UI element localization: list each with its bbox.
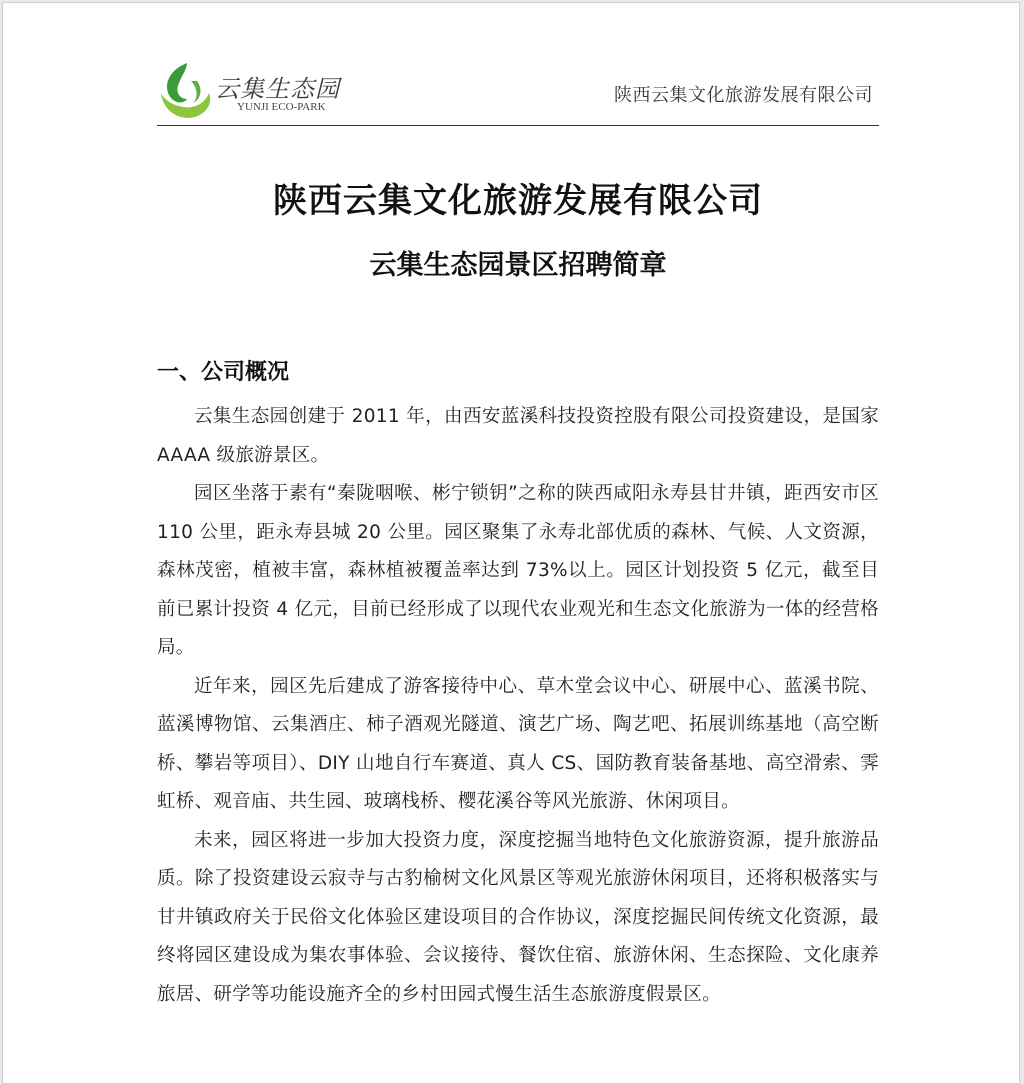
section-heading: 一、公司概况: [157, 360, 290, 385]
leaf-logo-icon: [157, 59, 213, 121]
logo-chinese-text: 云集生态园: [215, 75, 340, 103]
document-page: [2, 2, 1020, 1084]
paragraph: 云集生态园创建于 2011 年，由西安蓝溪科技投资控股有限公司投资建设，是国家 AAAA 级旅游景区。: [157, 406, 879, 466]
page-header: [157, 55, 879, 126]
logo-english-text: YUNJI ECO-PARK: [237, 101, 326, 113]
logo: [157, 59, 357, 121]
paragraph: 未来，园区将进一步加大投资力度，深度挖掘当地特色文化旅游资源，提升旅游品质。除了投资建设云寂寺与古豹榆树文化风景区等观光旅游休闲项目，还将积极落实与甘井镇政府关于民俗文化体验区建设项目的合作协议，深度挖掘民间传统文化资源，最终将园区建设成为集农事体验、会议接待、餐饮住宿、旅游休闲、生态探险、文化康养旅居、研学等功能设施齐全的乡村田园式慢生活生态旅游度假景区。: [157, 829, 879, 1005]
document-title: 陕西云集文化旅游发展有限公司: [273, 181, 763, 221]
paragraph: 近年来，园区先后建成了游客接待中心、草木堂会议中心、研展中心、蓝溪书院、蓝溪博物馆、云集酒庄、柿子酒观光隧道、演艺广场、陶艺吧、拓展训练基地（高空断桥、攀岩等项目）、DIY 山地自行车赛道、真人 CS、国防教育装备基地、高空滑索、霁虹桥、观音庙、共生园、玻璃栈桥、樱花溪谷等风光旅游、休闲项目。: [157, 675, 879, 812]
paragraph: 园区坐落于素有“秦陇咽喉、彬宁锁钥”之称的陕西咸阳永寿县甘井镇，距西安市区 110 公里，距永寿县城 20 公里。园区聚集了永寿北部优质的森林、气候、人文资源，森林茂密，植被丰富，森林植被覆盖率达到 73%以上。园区计划投资 5 亿元，截至目前已累计投资 4 亿元，目前已经形成了以现代农业观光和生态文化旅游为一体的经营格局。: [157, 483, 879, 658]
header-company-name: 陕西云集文化旅游发展有限公司: [614, 85, 873, 106]
section-body: [157, 398, 879, 1014]
document-subtitle: 云集生态园景区招聘简章: [369, 250, 667, 281]
